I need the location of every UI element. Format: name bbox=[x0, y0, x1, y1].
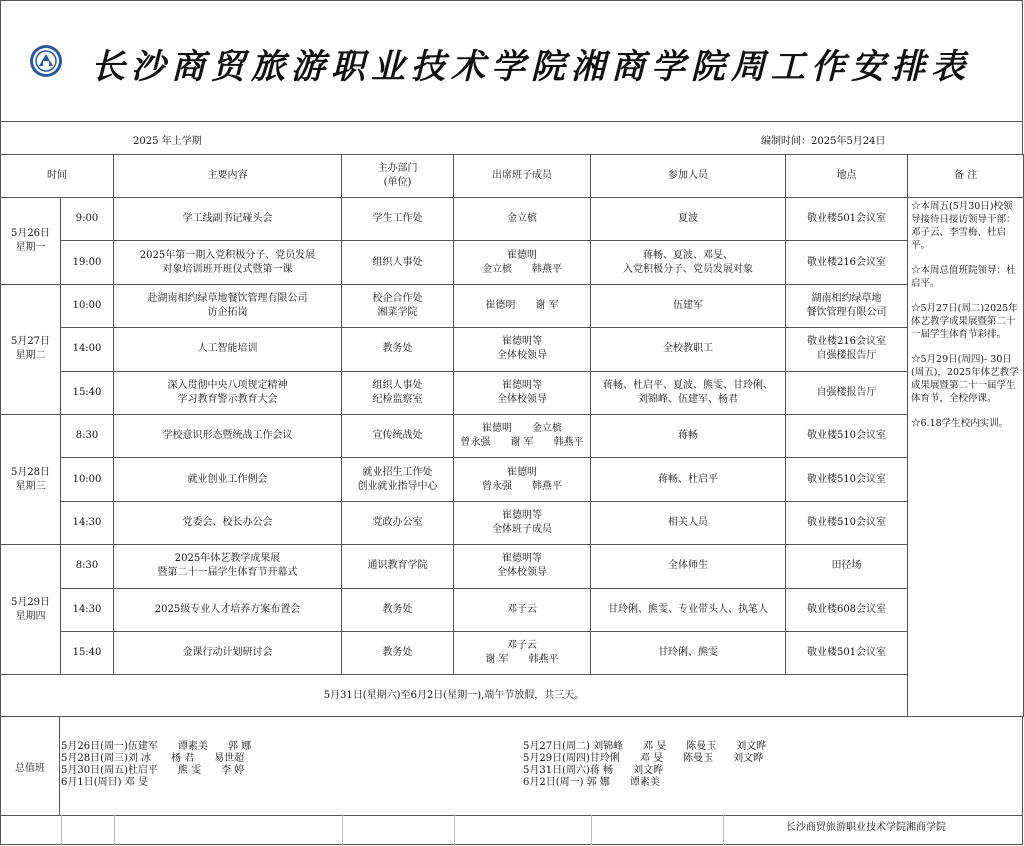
header-remarks: 备 注 bbox=[908, 155, 1024, 198]
header-location: 地点 bbox=[786, 155, 908, 198]
location-cell: 敬业楼608会议室 bbox=[786, 588, 908, 631]
day-cell: 5月26日 星期一 bbox=[1, 198, 61, 285]
location-cell: 敬业楼510会议室 bbox=[786, 414, 908, 457]
leaders-cell: 崔德明 曾永强 韩燕平 bbox=[454, 458, 591, 501]
content-cell: 金课行动计划研讨会 bbox=[114, 631, 342, 674]
table-row bbox=[1, 414, 1024, 457]
dept-cell: 通识教育学院 bbox=[342, 545, 454, 588]
header-content: 主要内容 bbox=[114, 155, 342, 198]
location-cell: 敬业楼501会议室 bbox=[786, 631, 908, 674]
participants-cell: 蒋畅、杜启平、夏波、熊雯、甘玲俐、 刘锦峰、伍建军、杨君 bbox=[591, 371, 786, 414]
duty-entry: 6月2日(周一) 郭 娜 谭素美 bbox=[523, 777, 660, 788]
footer-school-name: 长沙商贸旅游职业技术学院湘商学院 bbox=[786, 822, 946, 833]
dept-cell: 党政办公室 bbox=[342, 501, 454, 544]
content-cell: 赴湖南相约绿草地餐饮管理有限公司 访企拓岗 bbox=[114, 284, 342, 327]
leaders-cell: 邓子云 谢 军 韩燕平 bbox=[454, 631, 591, 674]
duty-entry: 5月27日(周二) 刘锦峰 邓 旻 陈曼玉 刘文晔 bbox=[523, 741, 767, 752]
location-cell: 田径场 bbox=[786, 545, 908, 588]
time-cell: 14:00 bbox=[61, 328, 114, 371]
leaders-cell: 崔德明 金立槟 韩燕平 bbox=[454, 241, 591, 284]
remark-item: ☆6.18学生校内实训。 bbox=[911, 418, 1009, 429]
duty-label: 总值班 bbox=[0, 716, 60, 816]
content-cell: 2025年体艺教学成果展 暨第二十一届学生体育节开幕式 bbox=[114, 545, 342, 588]
leaders-cell: 崔德明等 全体校领导 bbox=[454, 371, 591, 414]
leaders-cell: 邓子云 bbox=[454, 588, 591, 631]
table-row bbox=[1, 588, 1024, 631]
time-cell: 15:40 bbox=[61, 631, 114, 674]
participants-cell: 全校教职工 bbox=[591, 328, 786, 371]
table-row bbox=[1, 631, 1024, 674]
duty-entry: 5月28日(周三)刘 冰 杨 君 易世超 bbox=[61, 753, 245, 764]
time-cell: 10:00 bbox=[61, 458, 114, 501]
header-participants: 参加人员 bbox=[591, 155, 786, 198]
table-row bbox=[1, 545, 1024, 588]
location-cell: 自强楼报告厅 bbox=[786, 371, 908, 414]
participants-cell: 伍建军 bbox=[591, 284, 786, 327]
dept-cell: 教务处 bbox=[342, 328, 454, 371]
dept-cell: 校企合作处 湘菜学院 bbox=[342, 284, 454, 327]
remark-item: ☆本周五(5月30日)校领导接待日接访领导干部：邓子云、李雪梅、杜启平。 bbox=[911, 201, 1016, 251]
duty-entry: 5月26日(周一)伍建军 谭素美 郭 娜 bbox=[61, 741, 252, 752]
content-cell: 党委会、校长办公会 bbox=[114, 501, 342, 544]
time-cell: 14:30 bbox=[61, 501, 114, 544]
location-cell: 敬业楼510会议室 bbox=[786, 458, 908, 501]
school-logo-icon bbox=[29, 44, 63, 78]
participants-cell: 蒋畅、夏波、邓旻、 入党积极分子、党员发展对象 bbox=[591, 241, 786, 284]
content-cell: 深入贯彻中央八项规定精神 学习教育警示教育大会 bbox=[114, 371, 342, 414]
leaders-cell: 金立槟 bbox=[454, 198, 591, 241]
subheader bbox=[0, 122, 1023, 154]
leaders-cell: 崔德明等 全体校领导 bbox=[454, 328, 591, 371]
dept-cell: 学生工作处 bbox=[342, 198, 454, 241]
holiday-notice: 5月31日(星期六)至6月2日(星期一),端午节放假，共三天。 bbox=[1, 675, 908, 717]
duty-box bbox=[60, 716, 1023, 816]
remark-item: ☆5月27日(周二)2025年体艺教学成果展暨第二十一届学生体育节彩排。 bbox=[911, 303, 1018, 340]
dept-cell: 教务处 bbox=[342, 631, 454, 674]
content-cell: 2025级专业人才培养方案布置会 bbox=[114, 588, 342, 631]
day-cell: 5月28日 星期三 bbox=[1, 414, 61, 544]
table-row bbox=[1, 284, 1024, 327]
participants-cell: 全体师生 bbox=[591, 545, 786, 588]
content-cell: 人工智能培训 bbox=[114, 328, 342, 371]
leaders-cell: 崔德明 金立槟 曾永强 谢 军 韩燕平 bbox=[454, 414, 591, 457]
location-cell: 敬业楼510会议室 bbox=[786, 501, 908, 544]
table-row bbox=[1, 241, 1024, 284]
day-cell: 5月29日 星期四 bbox=[1, 545, 61, 675]
duty-entry: 5月29日(周四)甘玲俐 邓 旻 陈曼玉 刘文晔 bbox=[523, 753, 764, 764]
content-cell: 2025年第一期入党积极分子、党员发展 对象培训班开班仪式暨第一课 bbox=[114, 241, 342, 284]
participants-cell: 蒋畅 bbox=[591, 414, 786, 457]
dept-cell: 就业招生工作处 创业就业指导中心 bbox=[342, 458, 454, 501]
location-cell: 敬业楼501会议室 bbox=[786, 198, 908, 241]
dept-cell: 宣传统战处 bbox=[342, 414, 454, 457]
remarks-cell bbox=[908, 198, 1024, 717]
leaders-cell: 崔德明等 全体校领导 bbox=[454, 545, 591, 588]
time-cell: 15:40 bbox=[61, 371, 114, 414]
time-cell: 10:00 bbox=[61, 284, 114, 327]
participants-cell: 甘玲俐、熊雯、专业带头人、执笔人 bbox=[591, 588, 786, 631]
header-dept: 主办部门 (单位) bbox=[342, 155, 454, 198]
table-row bbox=[1, 198, 1024, 241]
dept-cell: 教务处 bbox=[342, 588, 454, 631]
schedule-table bbox=[0, 154, 1024, 717]
time-cell: 8:30 bbox=[61, 545, 114, 588]
compile-date: 编制时间：2025年5月24日 bbox=[761, 136, 886, 147]
time-cell: 14:30 bbox=[61, 588, 114, 631]
time-cell: 8:30 bbox=[61, 414, 114, 457]
table-row bbox=[1, 371, 1024, 414]
page-title: 长沙商贸旅游职业技术学院湘商学院周工作安排表 bbox=[91, 47, 971, 87]
participants-cell: 甘玲俐、熊雯 bbox=[591, 631, 786, 674]
leaders-cell: 崔德明等 全体班子成员 bbox=[454, 501, 591, 544]
duty-section bbox=[0, 716, 1023, 816]
content-cell: 就业创业工作例会 bbox=[114, 458, 342, 501]
footer bbox=[0, 815, 1023, 845]
content-cell: 学工线副书记碰头会 bbox=[114, 198, 342, 241]
duty-entry: 6月1日(周日) 邓 旻 bbox=[61, 777, 148, 788]
time-cell: 19:00 bbox=[61, 241, 114, 284]
table-row bbox=[1, 458, 1024, 501]
time-cell: 9:00 bbox=[61, 198, 114, 241]
leaders-cell: 崔德明 谢 军 bbox=[454, 284, 591, 327]
participants-cell: 相关人员 bbox=[591, 501, 786, 544]
remark-item: ☆本周总值班院领导：杜启平。 bbox=[911, 265, 1016, 289]
table-row bbox=[1, 501, 1024, 544]
header bbox=[0, 0, 1023, 122]
content-cell: 学校意识形态暨统战工作会议 bbox=[114, 414, 342, 457]
location-cell: 敬业楼216会议室 bbox=[786, 241, 908, 284]
header-leaders: 出席班子成员 bbox=[454, 155, 591, 198]
participants-cell: 蒋畅、杜启平 bbox=[591, 458, 786, 501]
dept-cell: 组织人事处 纪检监察室 bbox=[342, 371, 454, 414]
location-cell: 敬业楼216会议室 自强楼报告厅 bbox=[786, 328, 908, 371]
duty-entry: 5月31日(周六)蒋 畅 刘文晔 bbox=[523, 765, 664, 776]
day-cell: 5月27日 星期二 bbox=[1, 284, 61, 414]
remark-item: ☆5月29日(周四)- 30日(周五)，2025年体艺教学成果展暨第二十一届学生体育节，全校停课。 bbox=[911, 354, 1019, 404]
duty-entry: 5月30日(周五)杜启平 熊 雯 李 婷 bbox=[61, 765, 245, 776]
dept-cell: 组织人事处 bbox=[342, 241, 454, 284]
participants-cell: 夏波 bbox=[591, 198, 786, 241]
table-row bbox=[1, 328, 1024, 371]
header-time: 时间 bbox=[1, 155, 114, 198]
semester-label: 2025 年上学期 bbox=[133, 136, 202, 147]
location-cell: 湖南相约绿草地 餐饮管理有限公司 bbox=[786, 284, 908, 327]
